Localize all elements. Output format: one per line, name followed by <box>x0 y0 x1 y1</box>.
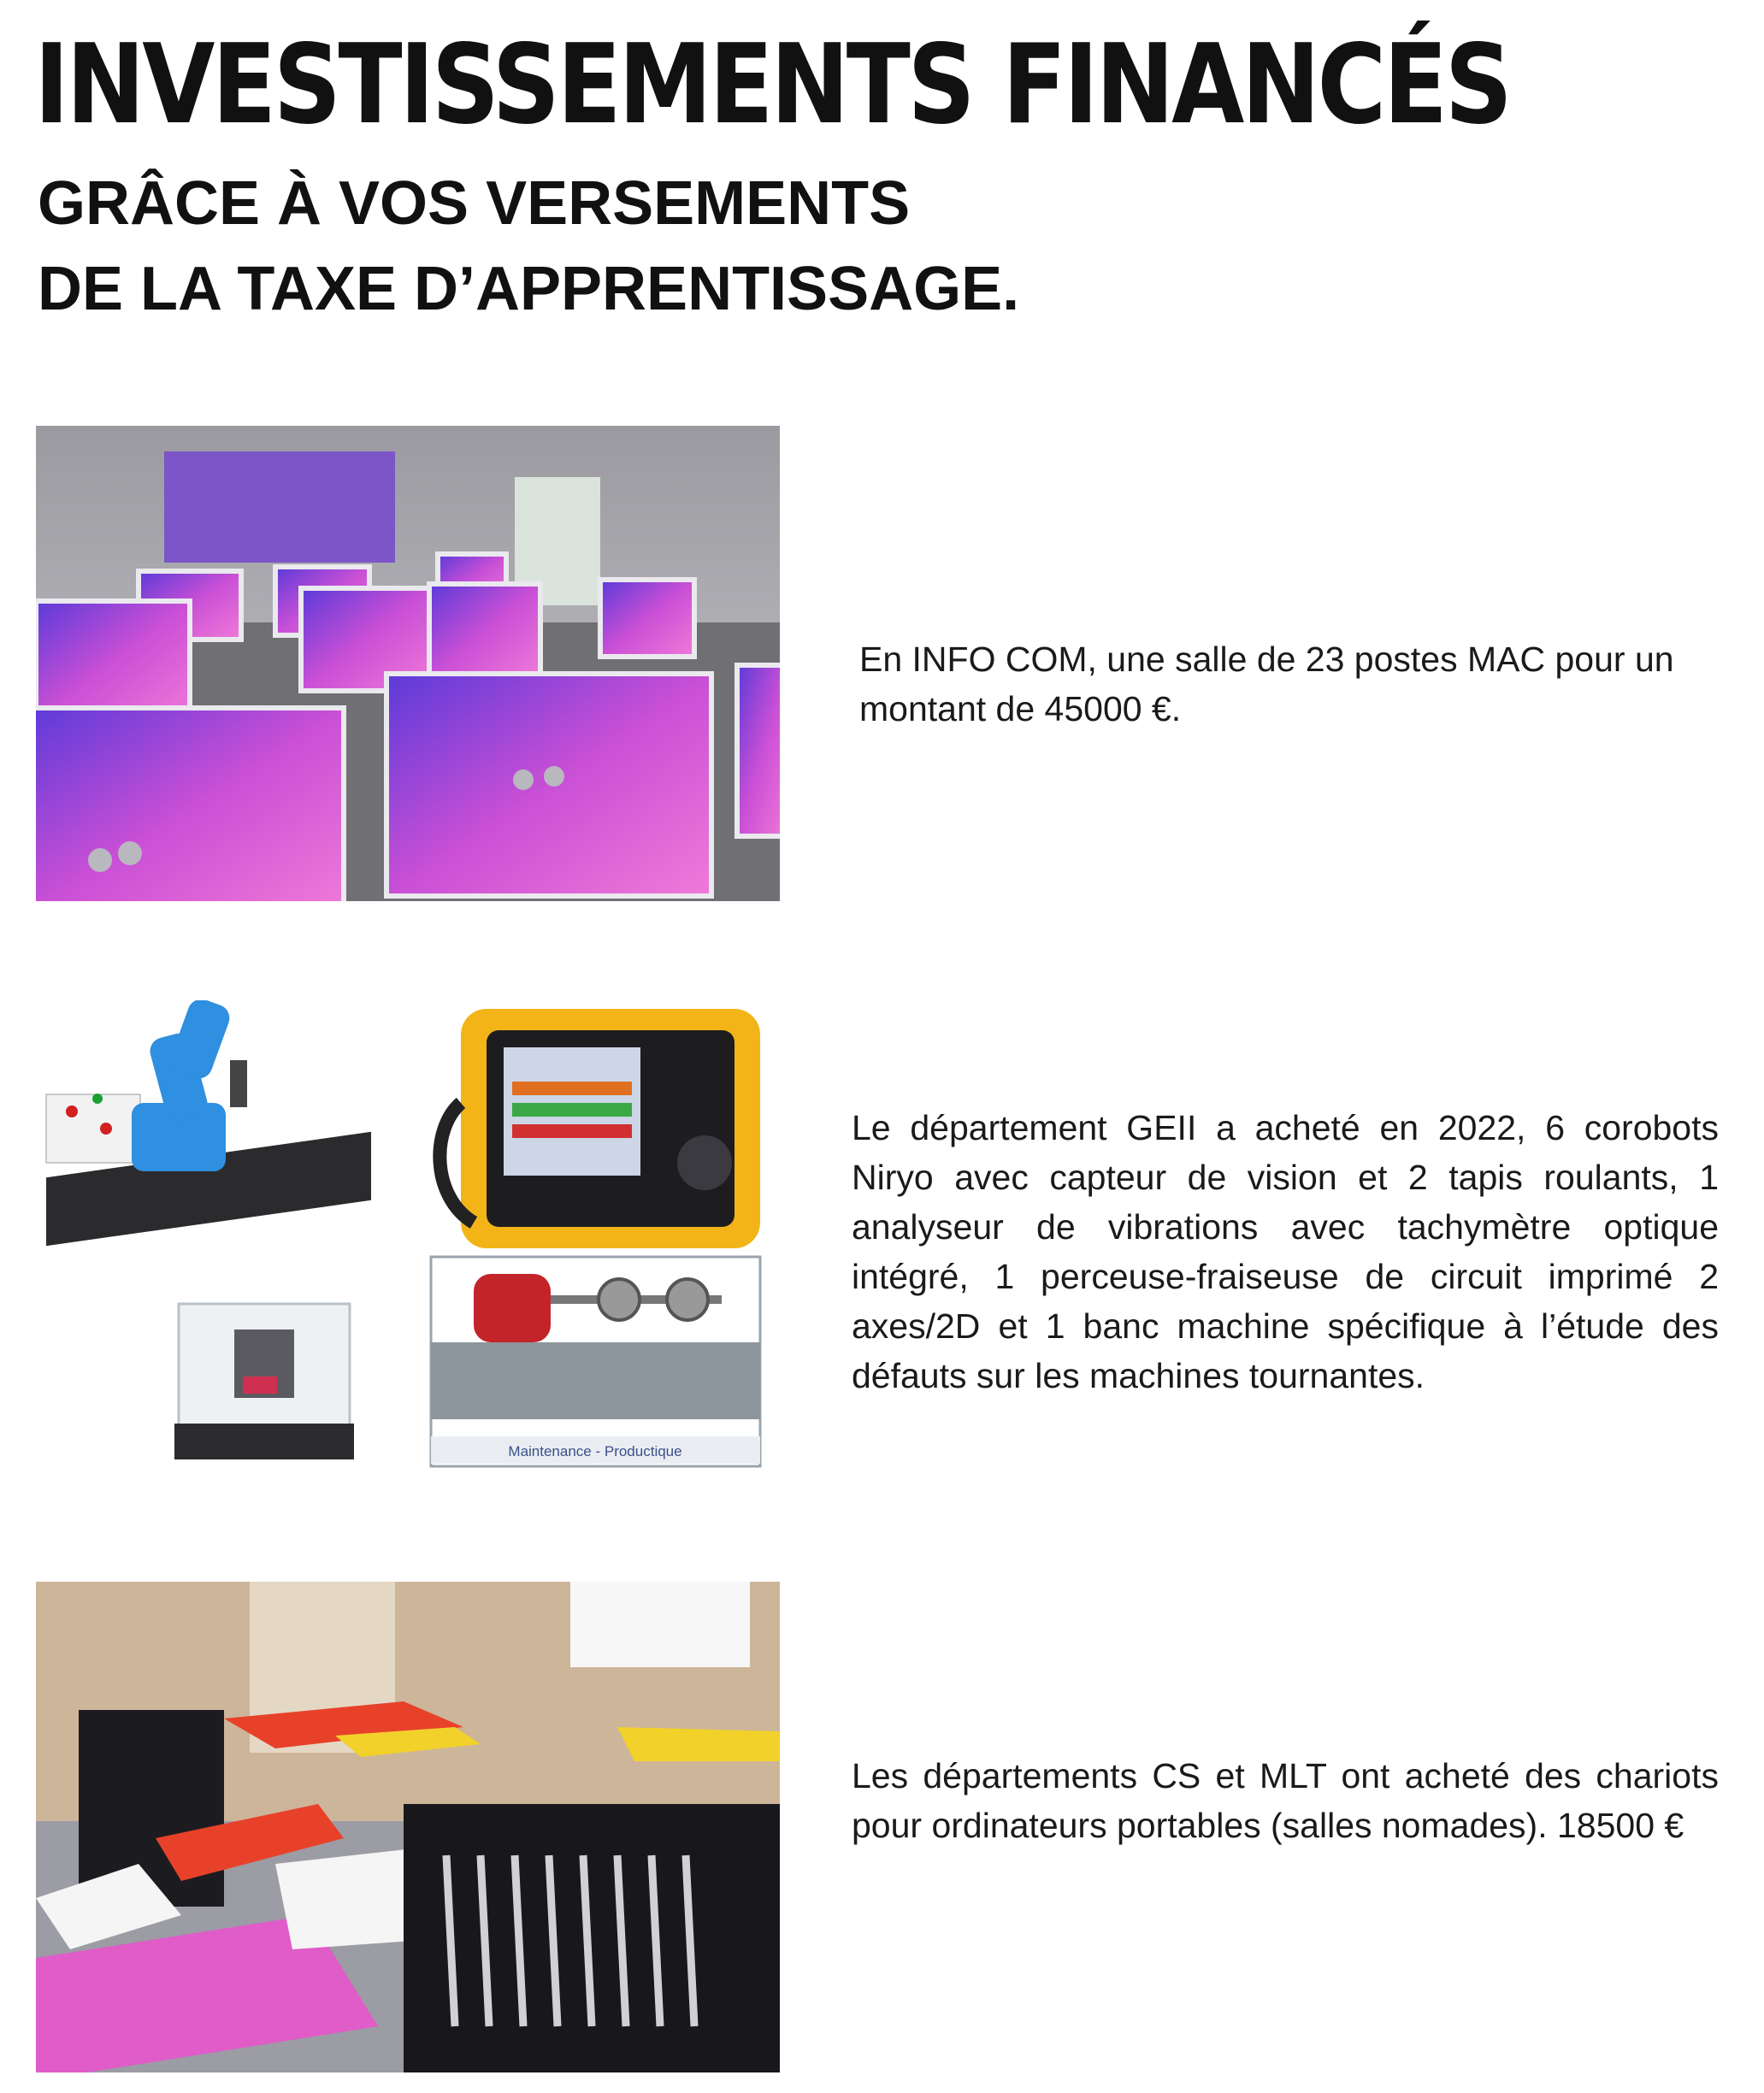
geii-equipment-collage <box>29 1000 764 1471</box>
caption-laptop-carts: Les départements CS et MLT ont acheté des chariots pour ordinateurs portables (salles nomades). 18500 € <box>852 1756 1719 1845</box>
mac-lab-photo <box>36 426 780 901</box>
equipment-label: Maintenance - Productique <box>508 1443 682 1459</box>
cnc-mill-image <box>174 1304 354 1459</box>
subtitle-line-1: GRÂCE À VOS VERSEMENTS <box>38 169 911 238</box>
classroom-laptop-carts-photo <box>36 1582 780 2072</box>
subtitle-line-2: DE LA TAXE D’APPRENTISSAGE. <box>38 255 1020 323</box>
page-title: INVESTISSEMENTS FINANCÉS <box>34 21 1510 149</box>
rotating-machine-bench-image <box>431 1257 760 1466</box>
page-subtitle <box>38 161 1019 332</box>
caption-mac-lab: En INFO COM, une salle de 23 postes MAC pour un montant de 45000 €. <box>859 640 1674 728</box>
caption-geii: Le département GEII a acheté en 2022, 6 corobots Niryo avec capteur de vision et 2 tapis roulants, 1 analyseur de vibrations avec tachymètre optique intégré, 1 perceuse-fraiseuse de circuit imprimé 2 axes/2D et 1 banc machine spécifique à l’étude des défauts sur les machines tournantes. <box>852 1108 1719 1395</box>
vibration-analyzer-image <box>440 1009 760 1248</box>
